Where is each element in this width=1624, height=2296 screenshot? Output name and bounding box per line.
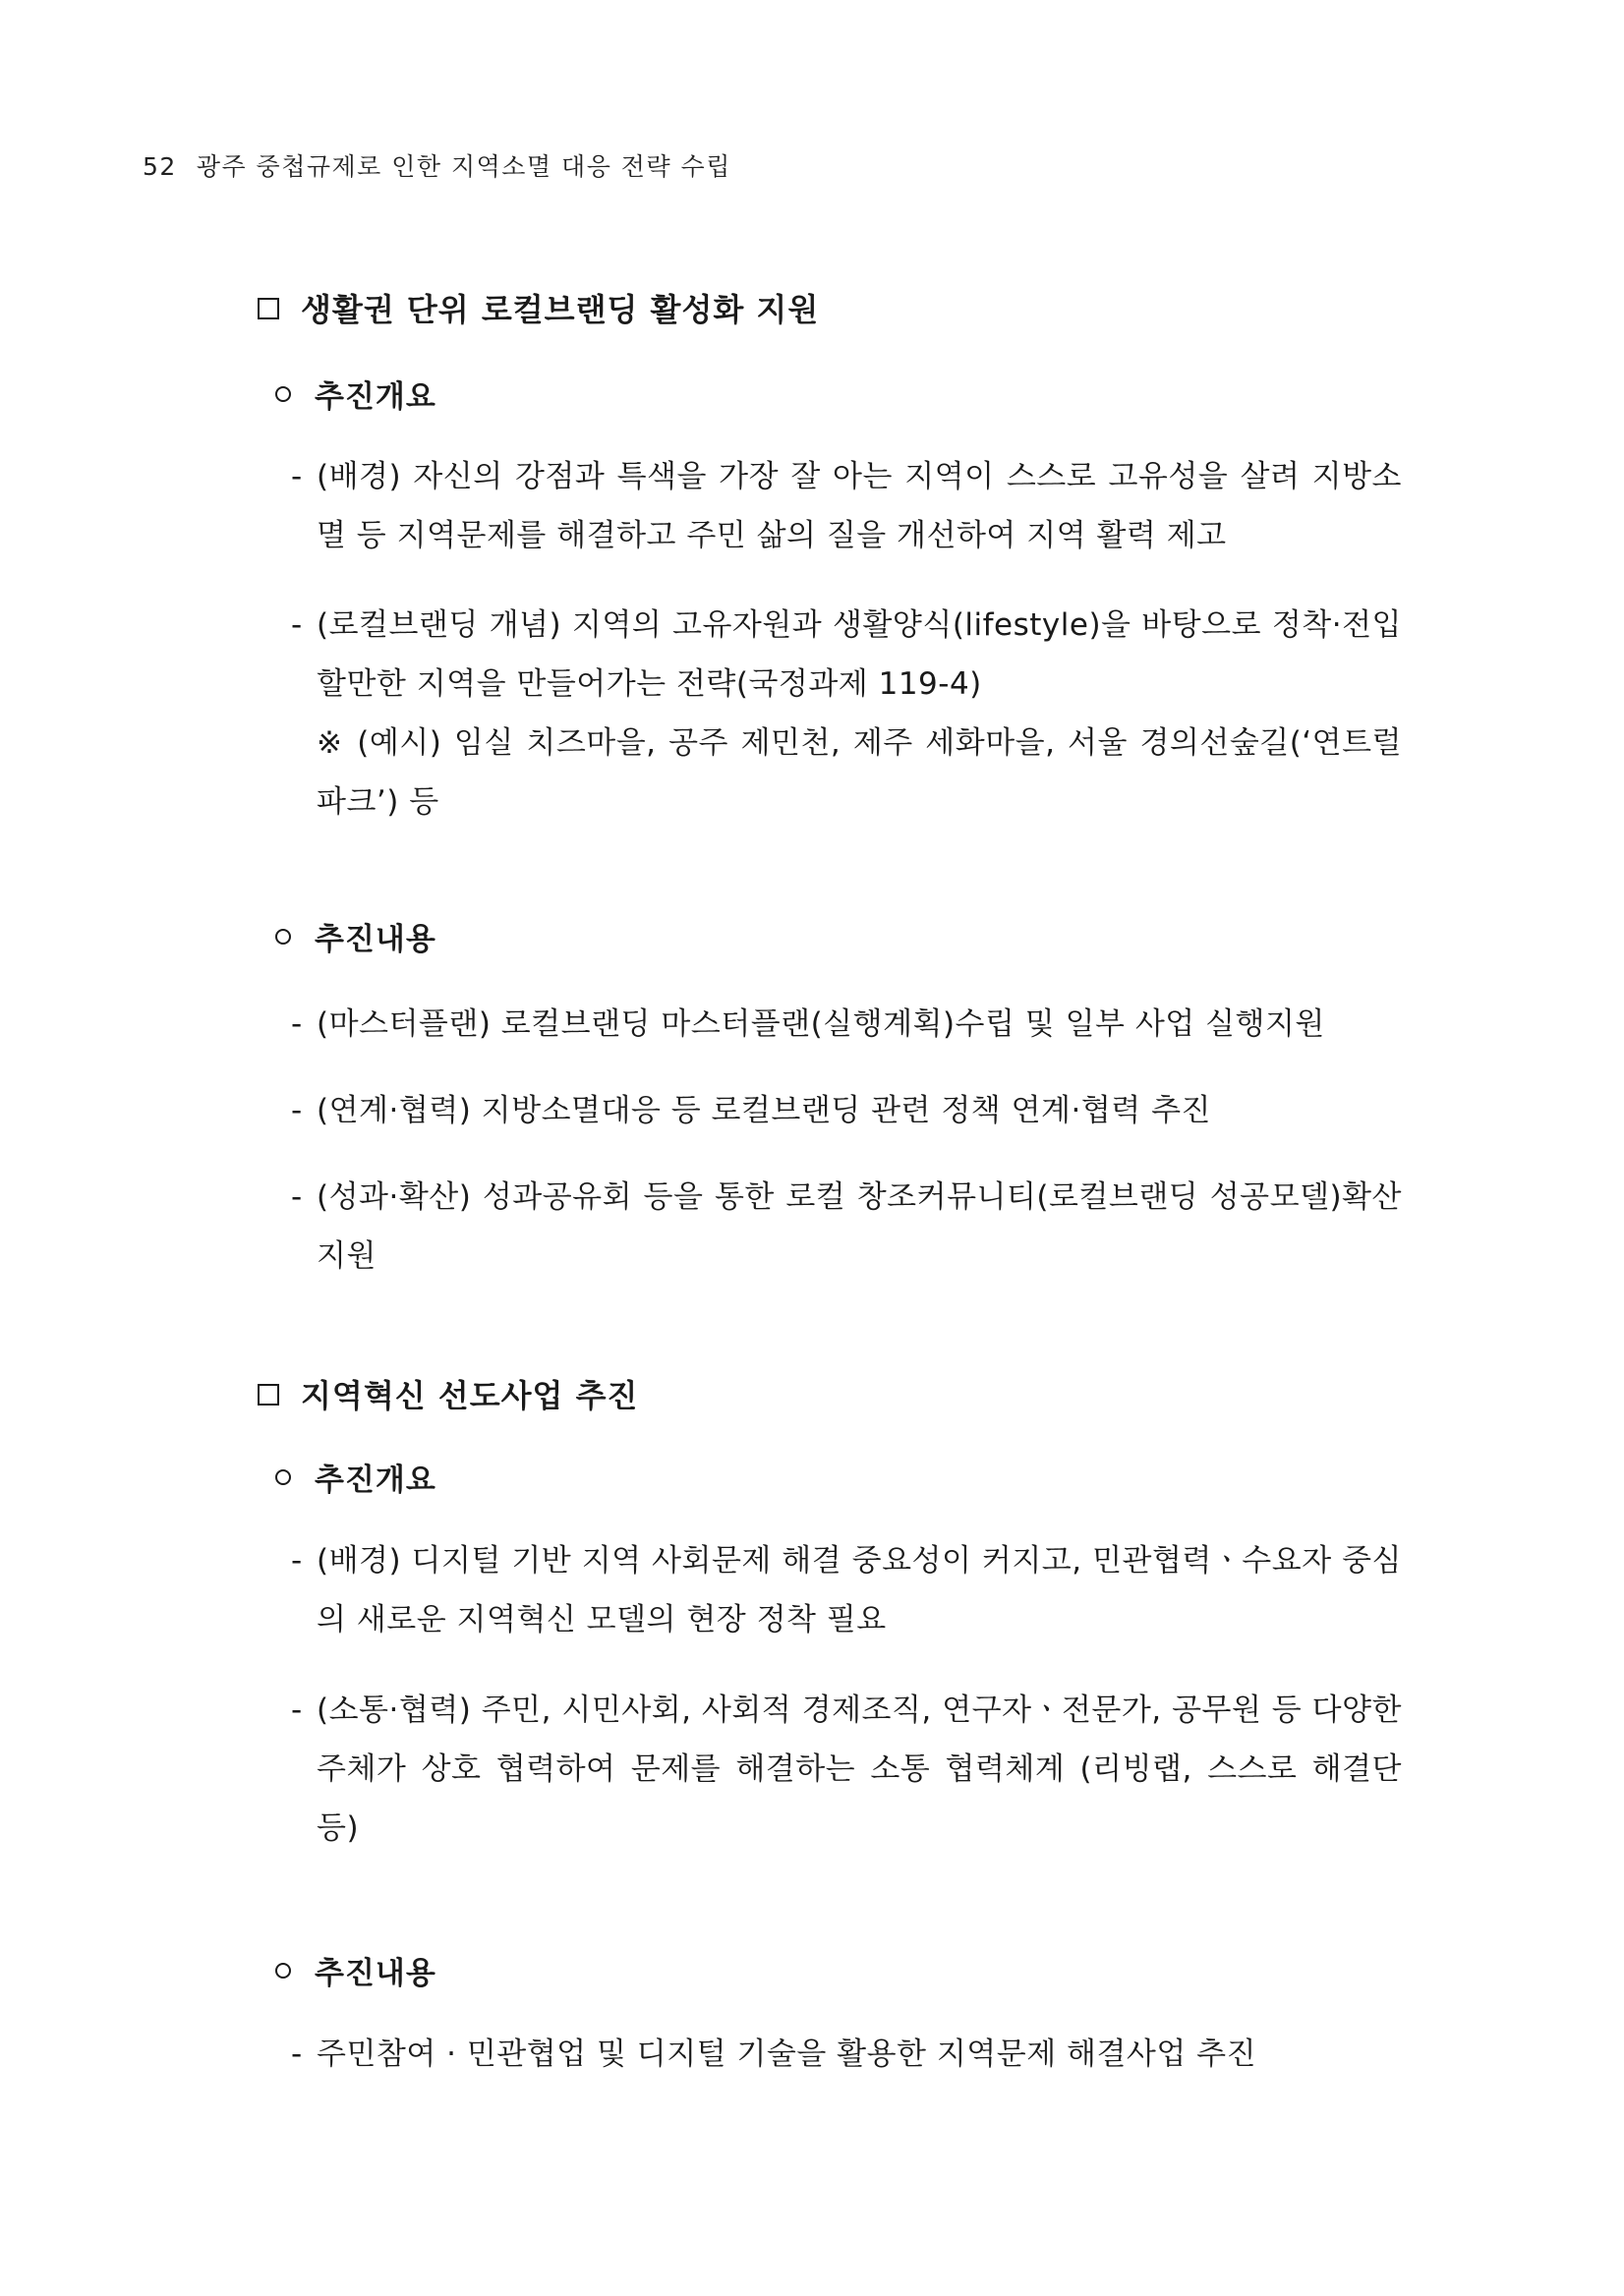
- circle-bullet-icon: [275, 1469, 291, 1485]
- list-item: [291, 1681, 1402, 1858]
- list-item-text: (소통·협력) 주민, 시민사회, 사회적 경제조직, 연구자ㆍ전문가, 공무원 등 다양한 주체가 상호 협력하여 문제를 해결하는 소통 협력체계 (리빙랩, 스스로 해결단 등): [317, 1693, 1402, 1846]
- list-item: [291, 447, 1402, 565]
- dash-bullet: -: [291, 607, 303, 643]
- dash-bullet: -: [291, 2037, 303, 2072]
- list-item: [291, 1531, 1402, 1649]
- list-item: [291, 1081, 1402, 1140]
- dash-bullet: -: [291, 1179, 303, 1215]
- section-title-local-branding: 생활권 단위 로컬브랜딩 활성화 지원: [258, 285, 819, 330]
- document-title: 광주 중첩규제로 인한 지역소멸 대응 전략 수립: [196, 152, 731, 181]
- list-item: [291, 596, 1402, 832]
- list-item-text: (배경) 디지털 기반 지역 사회문제 해결 중요성이 커지고, 민관협력ㆍ수요자 중심의 새로운 지역혁신 모델의 현장 정착 필요: [317, 1543, 1402, 1637]
- dash-bullet: -: [291, 1006, 303, 1042]
- circle-bullet-icon: [275, 1963, 291, 1979]
- dash-bullet: -: [291, 1093, 303, 1128]
- list-item: [291, 2025, 1402, 2084]
- subheading-overview: 추진개요: [275, 372, 436, 416]
- checkbox-bullet-icon: [258, 1384, 279, 1406]
- list-item-text: (성과·확산) 성과공유회 등을 통한 로컬 창조커뮤니티(로컬브랜딩 성공모델)확산지원: [317, 1179, 1402, 1274]
- list-item-text: (마스터플랜) 로컬브랜딩 마스터플랜(실행계획)수립 및 일부 사업 실행지원: [317, 1006, 1325, 1042]
- checkbox-bullet-icon: [258, 298, 279, 319]
- example-note: ※ (예시) 임실 치즈마을, 공주 제민천, 제주 세화마을, 서울 경의선숲길(‘연트럴파크’) 등: [317, 725, 1402, 820]
- section-title-regional-innovation: 지역혁신 선도사업 추진: [258, 1371, 638, 1416]
- circle-bullet-icon: [275, 386, 291, 402]
- list-item-text: (로컬브랜딩 개념) 지역의 고유자원과 생활양식(lifestyle)을 바탕으로 정착·전입할만한 지역을 만들어가는 전략(국정과제 119-4): [317, 607, 1402, 702]
- dash-bullet: -: [291, 459, 303, 494]
- subheading-overview: 추진개요: [275, 1455, 436, 1499]
- subheading-content: 추진내용: [275, 914, 436, 958]
- dash-bullet: -: [291, 1693, 303, 1728]
- dash-bullet: -: [291, 1543, 303, 1578]
- list-item: [291, 1168, 1402, 1286]
- page-header: [143, 147, 731, 183]
- page-number: 52: [143, 152, 177, 181]
- list-item-text: (배경) 자신의 강점과 특색을 가장 잘 아는 지역이 스스로 고유성을 살려 지방소멸 등 지역문제를 해결하고 주민 삶의 질을 개선하여 지역 활력 제고: [317, 459, 1402, 553]
- list-item-text: (연계·협력) 지방소멸대응 등 로컬브랜딩 관련 정책 연계·협력 추진: [317, 1093, 1211, 1128]
- subheading-content: 추진내용: [275, 1948, 436, 1992]
- list-item-text: 주민참여 · 민관협업 및 디지털 기술을 활용한 지역문제 해결사업 추진: [317, 2037, 1257, 2072]
- list-item: [291, 995, 1402, 1054]
- circle-bullet-icon: [275, 929, 291, 945]
